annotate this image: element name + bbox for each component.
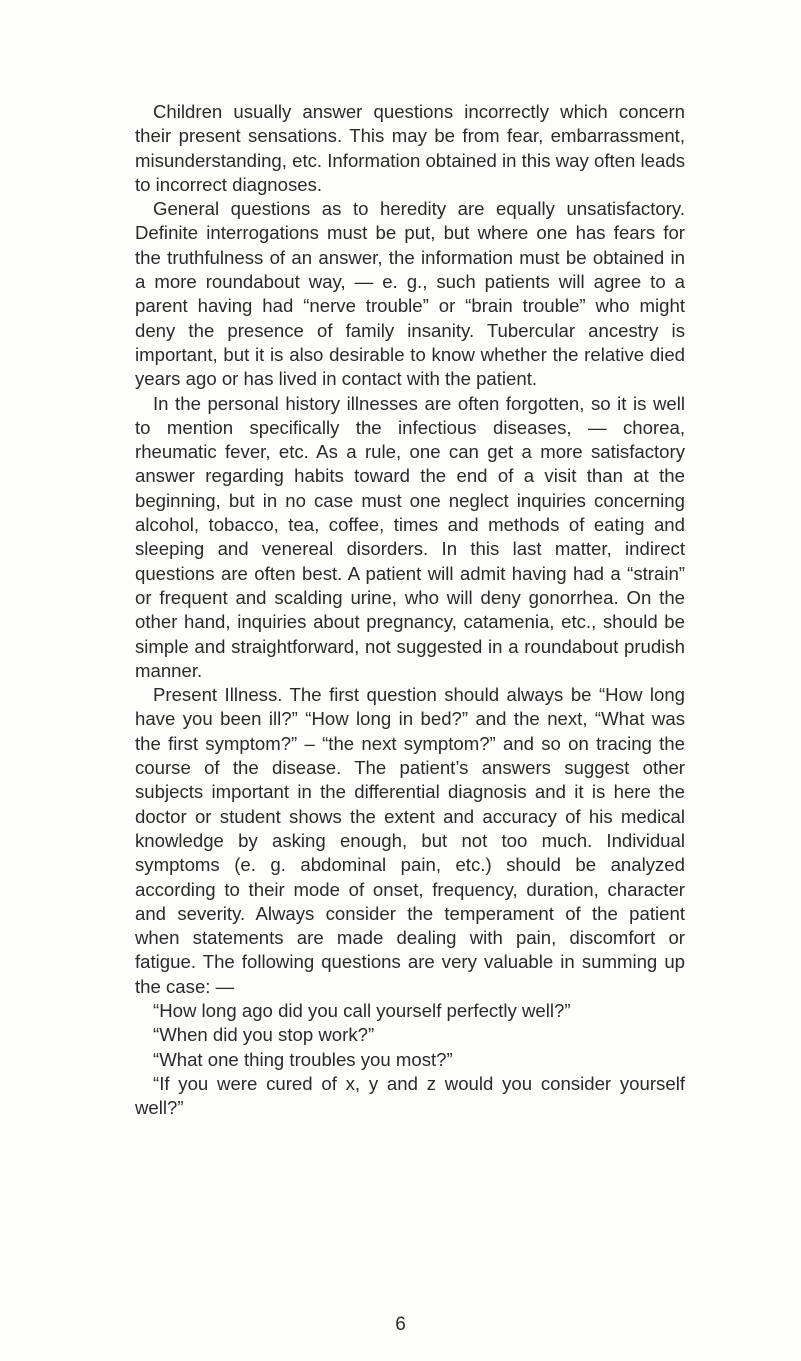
page-number: 6 <box>395 1314 406 1335</box>
paragraph-heredity: General questions as to heredity are equally unsatisfactory. Definite interrogations must be put, but where one has fears for the truthfulness of an answer, the information must be obtained in a more roundabout way, — e. g., such patients will agree to a parent having had “nerve trouble” or “brain trouble” who might deny the presence of family insanity. Tubercular ancestry is important, but it is also desirable to know whether the relative died years ago or has lived in contact with the patient. <box>135 198 685 390</box>
question-line: “What one thing troubles you most?” <box>153 1048 453 1070</box>
paragraph-personal-history: In the personal history illnesses are often forgotten, so it is well to mention specifically the infectious diseases, — chorea, rheumatic fever, etc. As a rule, one can get a more satisfactory answer regarding habits toward the end of a visit than at the beginning, but in no case must one neglect inquiries concerning alcohol, tobacco, tea, coffee, times and methods of eating and sleeping and venereal disorders. In this last matter, indirect questions are often best. A patient will admit having had a “strain” or frequent and scalding urine, who will deny gonorrhea. On the other hand, inquiries about pregnancy, catamenia, etc., should be simple and straightforward, not suggested in a roundabout prudish manner. <box>135 392 685 681</box>
question-line: “How long ago did you call yourself perfectly well?” <box>153 999 571 1021</box>
paragraph-present-illness: Present Illness. The first question should always be “How long have you been ill?” “How long in bed?” and the next, “What was the first symptom?” – “the next symptom?” and so on tracing the course of the disease. The patient’s answers suggest other subjects important in the differential diagnosis and it is here the doctor or student shows the extent and accuracy of his medical knowledge by asking enough, but not too much. Individual symptoms (e. g. abdominal pain, etc.) should be analyzed according to their mode of onset, frequency, duration, character and severity. Always consider the temperament of the patient when statements are made dealing with pain, discomfort or fatigue. The following questions are very valuable in summing up the case: — <box>135 684 685 997</box>
paragraph-children: Children usually answer questions incorrectly which concern their present sensations. This may be from fear, embarrassment, misunderstanding, etc. Information obtained in this way often leads to incorrect diagnoses. <box>135 101 685 195</box>
body-text <box>135 100 685 1120</box>
question-line: “If you were cured of x, y and z would you consider yourself well?” <box>135 1072 685 1119</box>
question-line: “When did you stop work?” <box>153 1024 375 1046</box>
